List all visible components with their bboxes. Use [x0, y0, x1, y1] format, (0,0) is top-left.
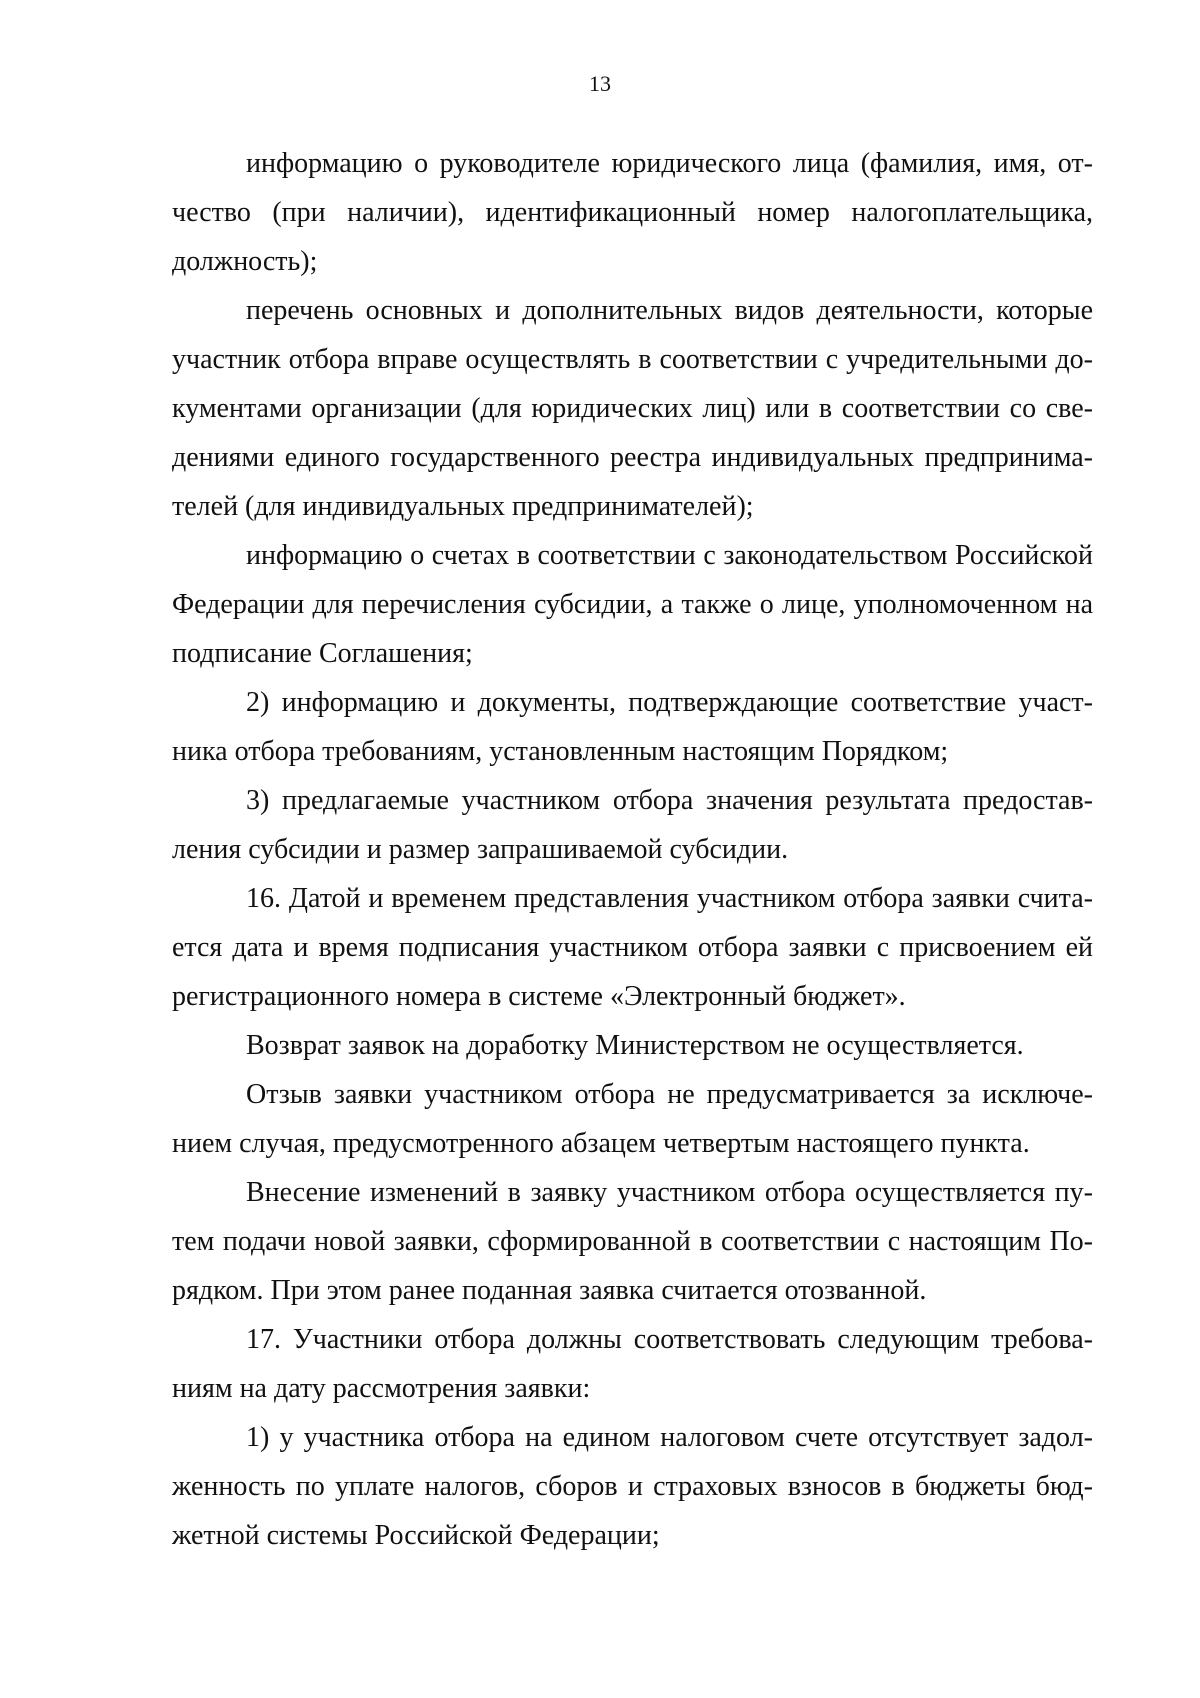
paragraph-clause-16: 16. Датой и временем представления участником отбора заявки считается дата и время подписания участником отбора заявки с присвоением ей регистрационного номера в системе «Электронный бюджет».: [172, 883, 1093, 1012]
page-number: 13: [589, 71, 611, 96]
paragraph-accounts-info: информацию о счетах в соответствии с законодательством Российской Федерации для перечисления субсидии, а также о лице, уполномоченном на подписание Соглашения;: [172, 540, 1093, 669]
paragraph-activity-list: перечень основных и дополнительных видов деятельности, которые участник отбора вправе осуществлять в соответствии с учредительными документами организации (для юридических лиц) или в соответствии со сведениями единого государственного реестра индивидуальных предпринимателей (для индивидуальных предпринимателей);: [172, 295, 1093, 522]
paragraph-item-3: 3) предлагаемые участником отбора значения результата предоставления субсидии и размер запрашиваемой субсидии.: [172, 785, 1093, 865]
paragraph-withdrawal: Отзыв заявки участником отбора не предусматривается за исключением случая, предусмотренного абзацем четвертым настоящего пункта.: [172, 1079, 1093, 1159]
document-body: [172, 139, 1093, 1560]
paragraph-return-applications: Возврат заявок на доработку Министерством не осуществляется.: [246, 1030, 1024, 1061]
paragraph-changes: Внесение изменений в заявку участником отбора осуществляется путем подачи новой заявки, сформированной в соответствии с настоящим Порядком. При этом ранее поданная заявка считается отозванной.: [172, 1177, 1093, 1306]
paragraph-item-2: 2) информацию и документы, подтверждающие соответствие участника отбора требованиям, установленным настоящим Порядком;: [172, 687, 1093, 767]
paragraph-requirement-1: 1) у участника отбора на едином налоговом счете отсутствует задолженность по уплате налогов, сборов и страховых взносов в бюджеты бюджетной системы Российской Федерации;: [172, 1422, 1093, 1551]
paragraph-head-info: информацию о руководителе юридического лица (фамилия, имя, отчество (при наличии), идентификационный номер налогоплательщика, должность);: [172, 148, 1093, 277]
paragraph-clause-17: 17. Участники отбора должны соответствовать следующим требованиям на дату рассмотрения заявки:: [172, 1324, 1093, 1404]
